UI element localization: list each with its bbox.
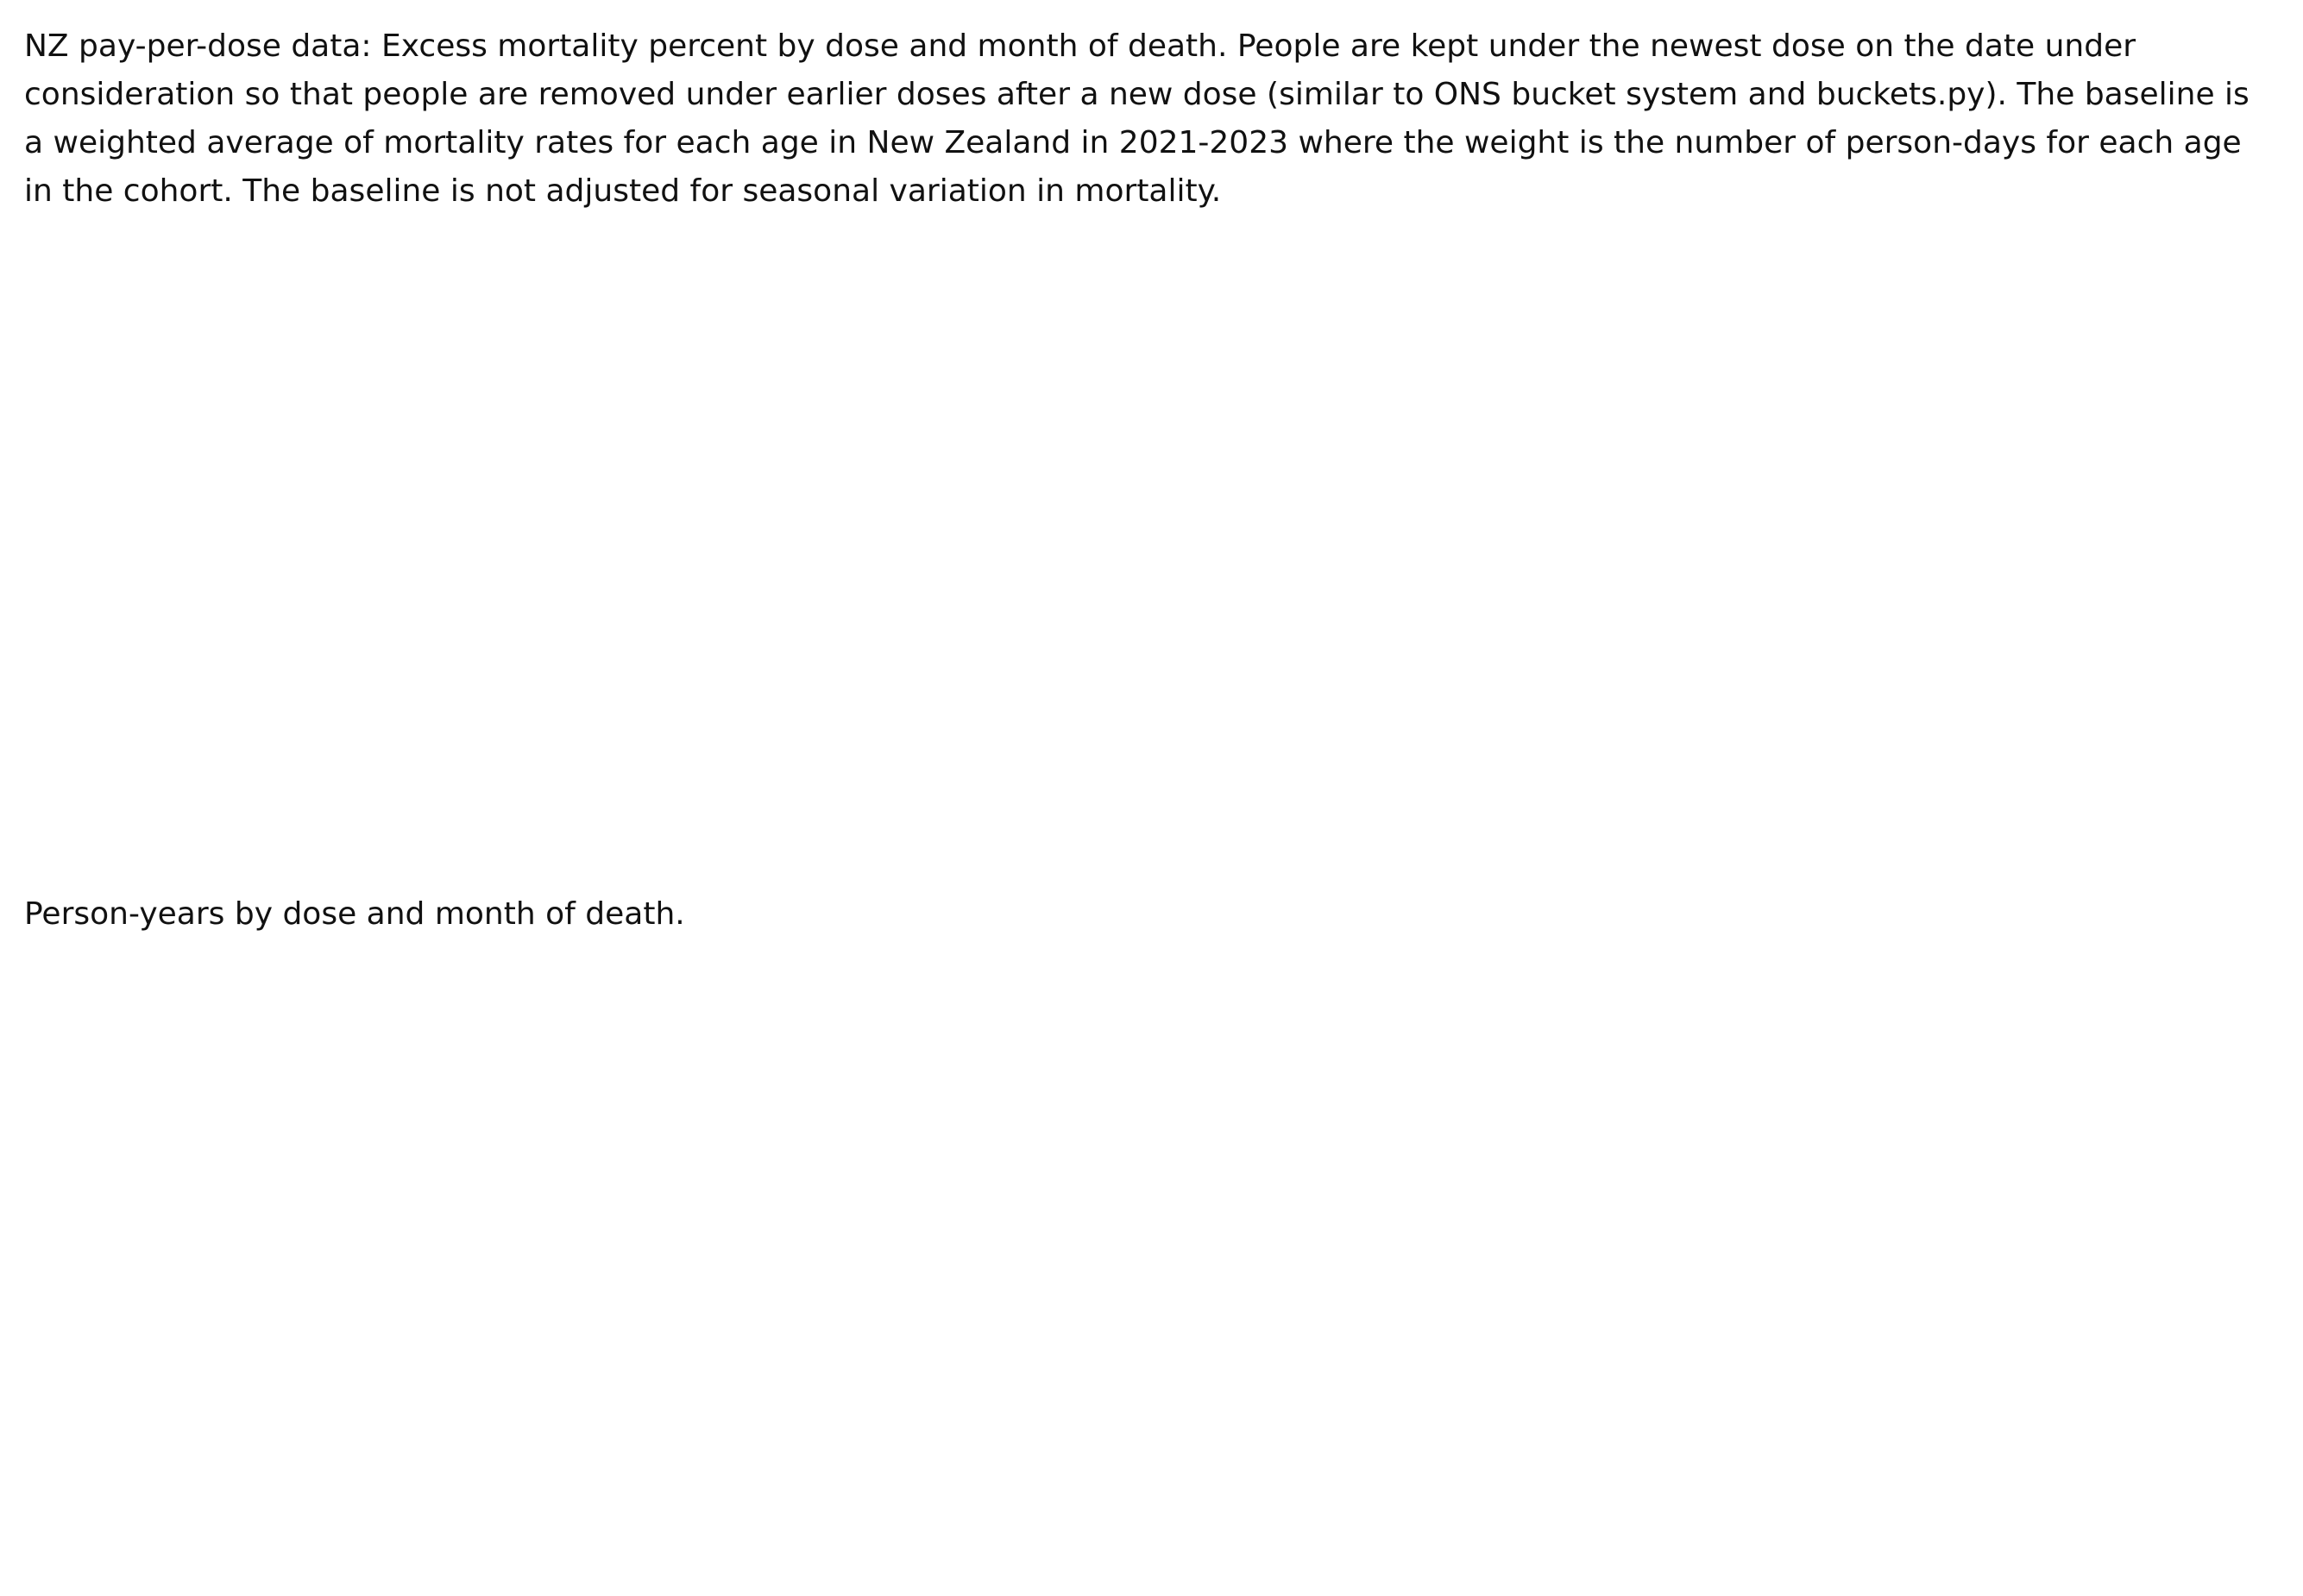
chart-title-person-years: Person-years by dose and month of death. [24,896,685,932]
chart-title-excess-mortality: NZ pay-per-dose data: Excess mortality percent by dose and month of death. People are kept under the newest dose on the date under consideration so that people are removed under earlier doses after a new dose (similar to ONS bucket system and buckets.py). The baseline is a weighted average of mortality rates for each age in New Zealand in 2021-2023 where the weight is the number of person-days for each age in the cohort. The baseline is not adjusted for seasonal variation in mortality. [24,28,2250,209]
person-years-heatmap [0,959,2303,1596]
excess-mortality-heatmap [0,233,2303,854]
heatmap-cell [22,233,91,302]
